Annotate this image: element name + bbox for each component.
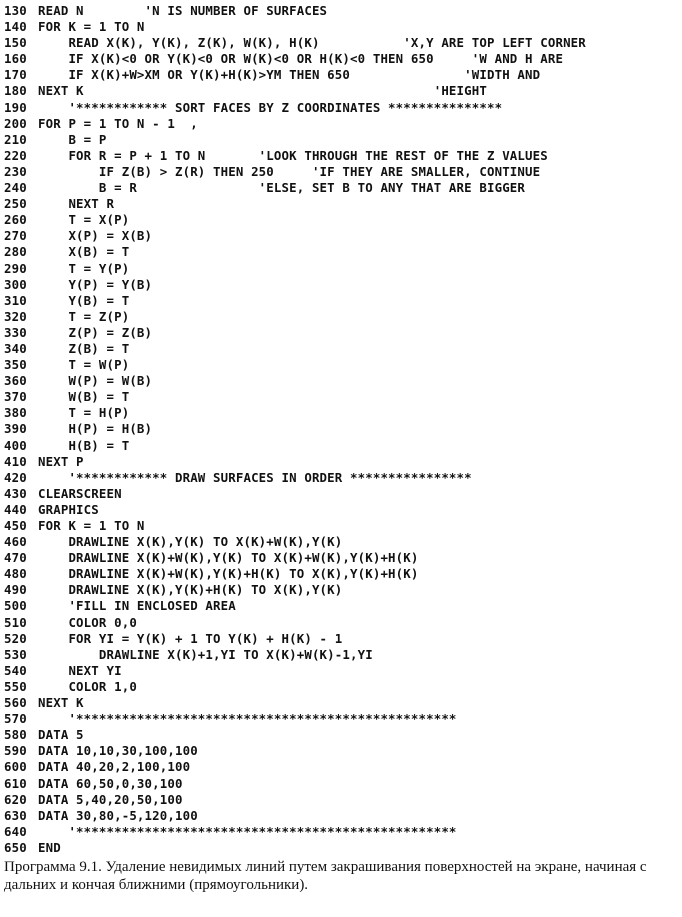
- line-number: 540: [4, 662, 27, 678]
- line-number: 430: [4, 485, 27, 501]
- code-line: [4, 19, 680, 35]
- code-line: [4, 421, 680, 437]
- code-line: [4, 389, 680, 405]
- line-number: 520: [4, 630, 27, 646]
- line-number: 640: [4, 823, 27, 839]
- code-statement: DRAWLINE X(K),Y(K)+H(K) TO X(K),Y(K): [38, 582, 343, 598]
- code-line: [4, 486, 680, 502]
- code-statement: COLOR 0,0: [38, 614, 137, 630]
- code-line: [4, 132, 680, 148]
- code-statement: FOR P = 1 TO N - 1 ,: [38, 115, 198, 131]
- line-number: 220: [4, 147, 27, 163]
- code-line: [4, 695, 680, 711]
- line-number: 270: [4, 228, 27, 244]
- code-statement: Y(B) = T: [38, 292, 130, 308]
- line-number: 210: [4, 131, 27, 147]
- code-statement: DATA 10,10,30,100,100: [38, 743, 198, 759]
- code-line: [4, 663, 680, 679]
- line-number: 130: [4, 3, 27, 18]
- code-statement: COLOR 1,0: [38, 678, 137, 694]
- line-number: 450: [4, 518, 27, 533]
- code-statement: NEXT P: [38, 453, 84, 469]
- code-statement: T = W(P): [38, 357, 130, 373]
- basic-program-listing: [4, 3, 680, 856]
- code-line: [4, 792, 680, 808]
- line-number: 180: [4, 83, 27, 99]
- code-line: [4, 808, 680, 824]
- code-statement: T = Z(P): [38, 308, 130, 324]
- line-number: 170: [4, 67, 27, 83]
- code-line: [4, 566, 680, 582]
- code-statement: W(B) = T: [38, 389, 130, 405]
- code-statement: FOR K = 1 TO N: [38, 19, 145, 35]
- code-statement: DATA 30,80,-5,120,100: [38, 807, 198, 823]
- code-statement: Y(P) = Y(B): [38, 276, 153, 292]
- program-caption: Программа 9.1. Удаление невидимых линий путем закрашивания поверхностей на экране, начиная с дальних и кончая ближними (прямоугольники).: [4, 859, 647, 893]
- code-line: [4, 776, 680, 792]
- code-statement: X(B) = T: [38, 244, 130, 260]
- code-statement: FOR YI = Y(K) + 1 TO Y(K) + H(K) - 1: [38, 630, 343, 646]
- code-line: [4, 51, 680, 67]
- code-statement: B = R 'ELSE, SET B TO ANY THAT ARE BIGGER: [38, 180, 526, 196]
- code-line: [4, 550, 680, 566]
- line-number: 620: [4, 791, 27, 807]
- line-number: 510: [4, 614, 27, 630]
- code-statement: READ N 'N IS NUMBER OF SURFACES: [38, 3, 328, 18]
- line-number: 630: [4, 807, 27, 823]
- code-statement: DATA 40,20,2,100,100: [38, 759, 191, 775]
- code-statement: '**************************************************: [38, 823, 457, 839]
- line-number: 530: [4, 646, 27, 662]
- line-number: 550: [4, 678, 27, 694]
- code-statement: T = Y(P): [38, 260, 130, 276]
- line-number: 470: [4, 550, 27, 566]
- code-line: [4, 405, 680, 421]
- line-number: 410: [4, 453, 27, 469]
- code-statement: NEXT R: [38, 196, 115, 212]
- line-number: 380: [4, 405, 27, 421]
- line-number: 150: [4, 35, 27, 51]
- code-line: [4, 840, 680, 856]
- code-statement: CLEARSCREEN: [38, 485, 122, 501]
- line-number: 570: [4, 711, 27, 727]
- code-line: [4, 325, 680, 341]
- code-line: [4, 759, 680, 775]
- code-line: [4, 647, 680, 663]
- code-statement: NEXT K 'HEIGHT: [38, 83, 487, 99]
- code-statement: '************ SORT FACES BY Z COORDINATES ***************: [38, 99, 503, 115]
- code-statement: END: [38, 839, 61, 855]
- code-statement: Z(B) = T: [38, 340, 130, 356]
- code-line: [4, 518, 680, 534]
- code-line: [4, 502, 680, 518]
- code-line: [4, 438, 680, 454]
- code-statement: '************ DRAW SURFACES IN ORDER ****************: [38, 469, 472, 485]
- code-statement: IF X(K)+W>XM OR Y(K)+H(K)>YM THEN 650 'WIDTH AND: [38, 67, 541, 83]
- code-statement: X(P) = X(B): [38, 228, 153, 244]
- code-line: [4, 212, 680, 228]
- code-line: [4, 228, 680, 244]
- code-line: [4, 261, 680, 277]
- line-number: 310: [4, 292, 27, 308]
- code-line: [4, 615, 680, 631]
- code-statement: GRAPHICS: [38, 501, 99, 517]
- line-number: 340: [4, 340, 27, 356]
- code-line: [4, 309, 680, 325]
- code-line: [4, 679, 680, 695]
- line-number: 330: [4, 324, 27, 340]
- code-statement: DATA 60,50,0,30,100: [38, 775, 183, 791]
- line-number: 290: [4, 260, 27, 276]
- code-line: [4, 180, 680, 196]
- code-statement: DRAWLINE X(K)+W(K),Y(K) TO X(K)+W(K),Y(K)+H(K): [38, 550, 419, 566]
- code-statement: READ X(K), Y(K), Z(K), W(K), H(K) 'X,Y ARE TOP LEFT CORNER: [38, 35, 586, 51]
- line-number: 370: [4, 389, 27, 405]
- line-number: 230: [4, 163, 27, 179]
- code-line: [4, 244, 680, 260]
- line-number: 190: [4, 99, 27, 115]
- line-number: 260: [4, 212, 27, 228]
- code-statement: DATA 5,40,20,50,100: [38, 791, 183, 807]
- code-line: [4, 277, 680, 293]
- line-number: 590: [4, 743, 27, 759]
- code-line: [4, 164, 680, 180]
- code-statement: H(P) = H(B): [38, 421, 153, 437]
- code-statement: IF X(K)<0 OR Y(K)<0 OR W(K)<0 OR H(K)<0 THEN 650 'W AND H ARE: [38, 51, 564, 67]
- code-statement: T = X(P): [38, 212, 130, 228]
- line-number: 600: [4, 759, 27, 775]
- code-statement: DRAWLINE X(K),Y(K) TO X(K)+W(K),Y(K): [38, 534, 343, 550]
- line-number: 390: [4, 421, 27, 437]
- code-statement: IF Z(B) > Z(R) THEN 250 'IF THEY ARE SMALLER, CONTINUE: [38, 163, 541, 179]
- code-statement: DRAWLINE X(K)+1,YI TO X(K)+W(K)-1,YI: [38, 646, 373, 662]
- code-line: [4, 470, 680, 486]
- line-number: 350: [4, 357, 27, 373]
- code-line: [4, 116, 680, 132]
- code-statement: FOR K = 1 TO N: [38, 518, 145, 533]
- line-number: 500: [4, 598, 27, 614]
- line-number: 440: [4, 501, 27, 517]
- line-number: 250: [4, 196, 27, 212]
- line-number: 140: [4, 19, 27, 35]
- code-line: [4, 35, 680, 51]
- code-line: [4, 534, 680, 550]
- code-line: [4, 293, 680, 309]
- code-statement: DATA 5: [38, 727, 84, 743]
- line-number: 360: [4, 373, 27, 389]
- code-statement: H(B) = T: [38, 437, 130, 453]
- code-line: [4, 83, 680, 99]
- code-line: [4, 357, 680, 373]
- code-line: [4, 711, 680, 727]
- line-number: 320: [4, 308, 27, 324]
- code-statement: DRAWLINE X(K)+W(K),Y(K)+H(K) TO X(K),Y(K)+H(K): [38, 566, 419, 582]
- code-line: [4, 3, 680, 19]
- line-number: 560: [4, 695, 27, 711]
- line-number: 240: [4, 180, 27, 196]
- line-number: 280: [4, 244, 27, 260]
- code-line: [4, 196, 680, 212]
- code-line: [4, 582, 680, 598]
- code-statement: T = H(P): [38, 405, 130, 421]
- line-number: 650: [4, 839, 27, 855]
- code-statement: Z(P) = Z(B): [38, 324, 153, 340]
- code-line: [4, 373, 680, 389]
- code-statement: NEXT YI: [38, 662, 122, 678]
- code-statement: FOR R = P + 1 TO N 'LOOK THROUGH THE REST OF THE Z VALUES: [38, 147, 548, 163]
- code-line: [4, 67, 680, 83]
- line-number: 610: [4, 775, 27, 791]
- code-line: [4, 100, 680, 116]
- code-statement: 'FILL IN ENCLOSED AREA: [38, 598, 236, 614]
- code-line: [4, 341, 680, 357]
- line-number: 460: [4, 534, 27, 550]
- code-line: [4, 454, 680, 470]
- line-number: 200: [4, 115, 27, 131]
- line-number: 420: [4, 469, 27, 485]
- line-number: 490: [4, 582, 27, 598]
- code-line: [4, 148, 680, 164]
- line-number: 480: [4, 566, 27, 582]
- line-number: 400: [4, 437, 27, 453]
- code-statement: '**************************************************: [38, 711, 457, 727]
- code-line: [4, 743, 680, 759]
- code-line: [4, 727, 680, 743]
- code-line: [4, 598, 680, 614]
- code-statement: B = P: [38, 131, 107, 147]
- code-statement: W(P) = W(B): [38, 373, 153, 389]
- line-number: 300: [4, 276, 27, 292]
- code-statement: NEXT K: [38, 695, 84, 711]
- line-number: 160: [4, 51, 27, 67]
- code-line: [4, 631, 680, 647]
- line-number: 580: [4, 727, 27, 743]
- code-line: [4, 824, 680, 840]
